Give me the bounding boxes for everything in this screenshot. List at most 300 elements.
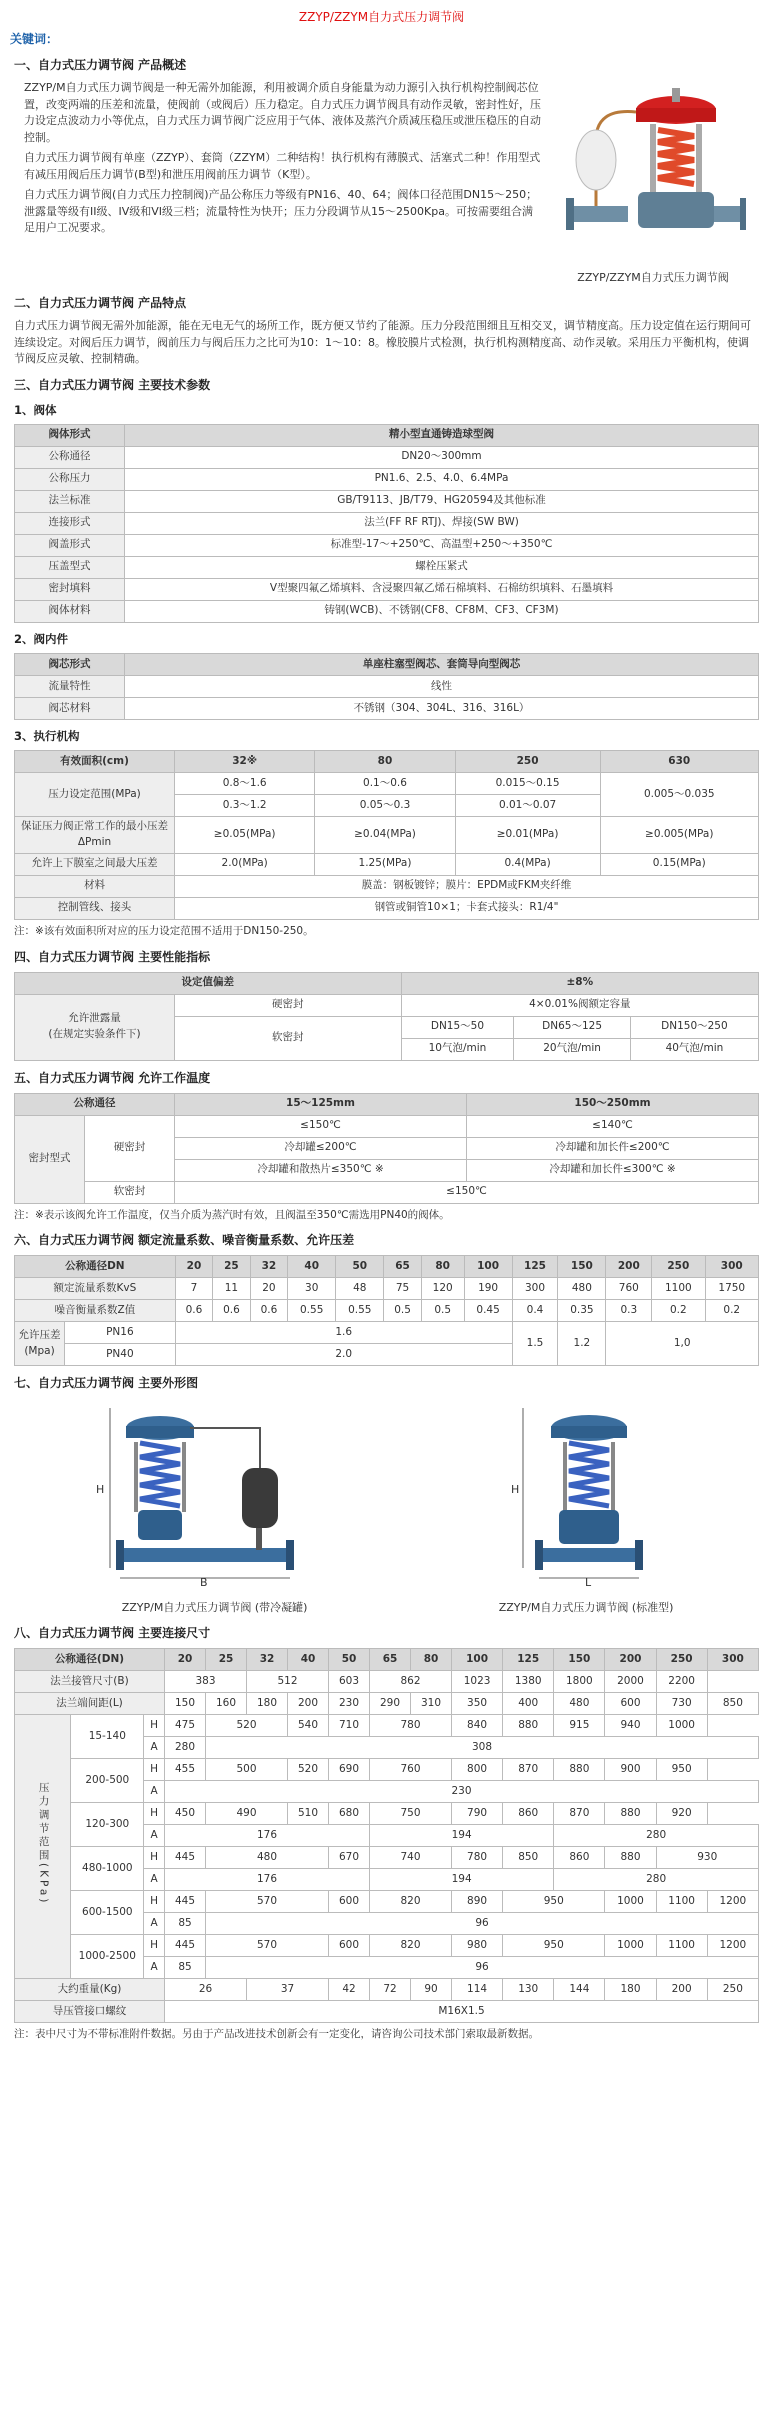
act-cell: ≥0.005(MPa): [600, 817, 758, 854]
table-cell: 300: [707, 1649, 758, 1671]
table-cell: 25: [213, 1256, 250, 1278]
drawing-caption-1: ZZYP/M自力式压力调节阀 (带冷凝罐): [121, 1600, 308, 1614]
dim-cell: 870: [503, 1759, 554, 1781]
dim-a: A: [144, 1869, 165, 1891]
dim-cell: 780: [370, 1715, 452, 1737]
temp-h: 公称通径: [15, 1093, 175, 1115]
act-cell: 0.01～0.07: [455, 795, 600, 817]
table-cell: 300: [512, 1278, 558, 1300]
act-cell: 0.005～0.035: [600, 773, 758, 817]
dim-cell: 280: [554, 1869, 759, 1891]
dim-cell: 1023: [452, 1671, 503, 1693]
table-cell: 0.6: [175, 1300, 212, 1322]
sec8-title: 八、自力式压力调节阀 主要连接尺寸: [14, 1626, 211, 1641]
act-cell: 0.8～1.6: [175, 773, 315, 795]
dim-h: H: [144, 1847, 165, 1869]
table-cell: 230: [329, 1693, 370, 1715]
dim-cell: 750: [370, 1803, 452, 1825]
body-label: 连接形式: [15, 512, 125, 534]
sec7-title: 七、自力式压力调节阀 主要外形图: [14, 1376, 199, 1391]
table-cell: 20: [165, 1649, 206, 1671]
dim-cell: 603: [329, 1671, 370, 1693]
table-cell: 80: [421, 1256, 464, 1278]
table-cell: 0.2: [705, 1300, 758, 1322]
table-cell: 0.2: [652, 1300, 705, 1322]
act-cell: ≥0.05(MPa): [175, 817, 315, 854]
body-value: PN1.6、2.5、4.0、6.4MPa: [125, 468, 759, 490]
dim-cell: 880: [605, 1847, 656, 1869]
table-cell: 50: [329, 1649, 370, 1671]
dim-range-label: 压力调节范围(KPa): [15, 1715, 71, 1979]
temp-cell: ≤140℃: [467, 1115, 759, 1137]
dim-cell: 680: [329, 1803, 370, 1825]
body-value: 标准型-17～+250℃、高温型+250～+350℃: [125, 534, 759, 556]
dim-cell: 383: [165, 1671, 247, 1693]
dim-cell: 920: [656, 1803, 707, 1825]
dim-cell: 1000: [656, 1715, 707, 1737]
dim-cell: 90: [411, 1979, 452, 2001]
act-r2-label: 保证压力阀正常工作的最小压差ΔPmin: [15, 817, 175, 854]
act-cell: 1.25(MPa): [315, 853, 455, 875]
sec8-note: 注：表中尺寸为不带标准附件数据。另由于产品改进技术创新会有一定变化，请咨询公司技术部门索取最新数据。: [14, 2028, 539, 2041]
act-h: 有效面积(cm): [15, 751, 175, 773]
internal-h-value: 单座柱塞型阀芯、套筒导向型阀芯: [125, 654, 759, 676]
sec3-sub2: 2、阀内件: [14, 631, 69, 646]
dim-cell: 194: [370, 1869, 554, 1891]
dim-a: A: [144, 1781, 165, 1803]
actuator-table: [14, 750, 759, 920]
table-cell: 0.4: [512, 1300, 558, 1322]
act-cell: 0.3～1.2: [175, 795, 315, 817]
dim-cell: 500: [206, 1759, 288, 1781]
sec1-p2: 自力式压力调节阀有单座（ZZYP）、套筒（ZZYM）二种结构！执行机构有薄膜式、活塞式二种！作用型式有减压用阀后压力调节(B型)和泄压用阀前压力调节（K型）。: [24, 151, 541, 181]
internal-label: 阀芯材料: [15, 698, 125, 720]
act-h: 32※: [175, 751, 315, 773]
table-cell: 100: [464, 1256, 512, 1278]
act-h: 80: [315, 751, 455, 773]
act-cell: ≥0.01(MPa): [455, 817, 600, 854]
body-value: V型聚四氟乙烯填料、含浸聚四氟乙烯石棉填料、石棉纺织填料、石墨填料: [125, 578, 759, 600]
dim-b-label-cell: 法兰接管尺寸(B): [15, 1671, 165, 1693]
dim-cell: 862: [370, 1671, 452, 1693]
drawing-standard: [499, 1398, 674, 1616]
dim-cell: 308: [206, 1737, 759, 1759]
dim-cell: M16X1.5: [165, 2001, 759, 2023]
dim-cell: 475: [165, 1715, 206, 1737]
dim-cell: 760: [370, 1759, 452, 1781]
table-cell: 0.55: [288, 1300, 336, 1322]
body-value: 法兰(FF RF RTJ)、焊接(SW BW): [125, 512, 759, 534]
dim-cell: 850: [503, 1847, 554, 1869]
keywords-label: 关键词：: [10, 32, 59, 46]
table-cell: 200: [288, 1693, 329, 1715]
temp-cell: 冷却罐≤200℃: [175, 1137, 467, 1159]
table-cell: 160: [206, 1693, 247, 1715]
temp-soft: 软密封: [85, 1181, 175, 1203]
act-r4-label: 材料: [15, 875, 175, 897]
table-cell: 200: [606, 1256, 652, 1278]
table-cell: 40: [288, 1256, 336, 1278]
dim-cell: 455: [165, 1759, 206, 1781]
table-cell: 600: [605, 1693, 656, 1715]
dim-h-label-2: H: [511, 1483, 520, 1497]
drawing-caption-2: ZZYP/M自力式压力调节阀 (标准型): [498, 1600, 674, 1614]
sec4-title: 四、自力式压力调节阀 主要性能指标: [14, 949, 211, 964]
table-cell: 300: [705, 1256, 758, 1278]
dimension-table: [14, 1648, 759, 2023]
sec3-sub3: 3、执行机构: [14, 729, 80, 743]
table-cell: 180: [247, 1693, 288, 1715]
act-h: 630: [600, 751, 758, 773]
perf-cell: DN65～125: [514, 1016, 631, 1038]
body-label: 密封填料: [15, 578, 125, 600]
dim-cell: 860: [503, 1803, 554, 1825]
dim-cell: 130: [503, 1979, 554, 2001]
act-r1-label: 压力设定范围(MPa): [15, 773, 175, 817]
dim-cell: 176: [165, 1869, 370, 1891]
table-cell: 11: [213, 1278, 250, 1300]
body-value: DN20～300mm: [125, 446, 759, 468]
dim-cell: 900: [605, 1759, 656, 1781]
table-cell: 290: [370, 1693, 411, 1715]
table-cell: 1100: [652, 1278, 705, 1300]
perf-cell: 20气泡/min: [514, 1038, 631, 1060]
perf-cell: DN15～50: [401, 1016, 514, 1038]
temp-h: 150～250mm: [467, 1093, 759, 1115]
dim-cell: 96: [206, 1957, 759, 1979]
table-cell: 480: [558, 1278, 606, 1300]
sec5-title: 五、自力式压力调节阀 允许工作温度: [14, 1070, 211, 1085]
dim-cell: 880: [605, 1803, 656, 1825]
flow-v125: 1.5: [512, 1322, 558, 1366]
temperature-table: [14, 1093, 759, 1204]
dim-cell: 1000: [605, 1935, 656, 1957]
table-cell: 100: [452, 1649, 503, 1671]
table-cell: 250: [652, 1256, 705, 1278]
body-label: 公称压力: [15, 468, 125, 490]
table-cell: 20: [250, 1278, 287, 1300]
dim-b-label: B: [199, 1576, 208, 1589]
table-cell: 350: [452, 1693, 503, 1715]
dim-cell: 85: [165, 1913, 206, 1935]
dim-l-label: L: [585, 1576, 592, 1589]
table-cell: 0.5: [421, 1300, 464, 1322]
dim-cell: 520: [288, 1759, 329, 1781]
sec1-intro: [10, 80, 753, 286]
body-label: 阀体材料: [15, 600, 125, 622]
dim-cell: 670: [329, 1847, 370, 1869]
dim-h: H: [144, 1803, 165, 1825]
table-cell: 190: [464, 1278, 512, 1300]
dim-cell: 1200: [707, 1891, 758, 1913]
table-cell: 250: [656, 1649, 707, 1671]
table-cell: 125: [512, 1256, 558, 1278]
body-table: [14, 424, 759, 623]
dim-cell: 820: [370, 1935, 452, 1957]
dim-cell: 930: [656, 1847, 758, 1869]
dim-cell: 280: [554, 1825, 759, 1847]
dim-cell: 176: [165, 1825, 370, 1847]
table-cell: 0.55: [336, 1300, 384, 1322]
outline-drawings: [10, 1398, 753, 1616]
dim-cell: 510: [288, 1803, 329, 1825]
dim-conn-label: 导压管接口螺纹: [15, 2001, 165, 2023]
perf-hard-value: 4×0.01%阀额定容量: [401, 994, 758, 1016]
dim-cell: 710: [329, 1715, 370, 1737]
dim-cell: 690: [329, 1759, 370, 1781]
dim-h: H: [144, 1891, 165, 1913]
dim-a: A: [144, 1957, 165, 1979]
valve-photo-image: [558, 80, 748, 260]
sec3-title: 三、自力式压力调节阀 主要技术参数: [14, 377, 211, 392]
internal-value: 不锈钢（304、304L、316、316L）: [125, 698, 759, 720]
dim-cell: 800: [452, 1759, 503, 1781]
dim-cell: 940: [605, 1715, 656, 1737]
dim-cell: 570: [206, 1891, 329, 1913]
body-label: 公称通径: [15, 446, 125, 468]
sec3-sub1: 1、阀体: [14, 402, 57, 417]
dim-wt-label: 大约重量(Kg): [15, 1979, 165, 2001]
table-cell: 150: [558, 1256, 606, 1278]
table-cell: 30: [288, 1278, 336, 1300]
page-title: ZZYP/ZZYM自力式压力调节阀: [298, 10, 465, 24]
dim-cell: 980: [452, 1935, 503, 1957]
dim-cell: 445: [165, 1891, 206, 1913]
perf-leak-label: 允许泄露量 (在规定实验条件下): [15, 994, 175, 1060]
temp-cell: 冷却罐和散热片≤350℃ ※: [175, 1159, 467, 1181]
body-label: 阀盖形式: [15, 534, 125, 556]
flow-table: [14, 1255, 759, 1366]
table-cell: 80: [411, 1649, 452, 1671]
dim-cell: 200: [656, 1979, 707, 2001]
drawing-condenser-svg: [90, 1398, 340, 1588]
table-cell: 760: [606, 1278, 652, 1300]
sec1-text: [10, 80, 543, 286]
temp-cell: 冷却罐和加长件≤300℃ ※: [467, 1159, 759, 1181]
dim-cell: 114: [452, 1979, 503, 2001]
table-cell: 310: [411, 1693, 452, 1715]
sec5-note: 注：※表示该阀允许工作温度，仅当介质为蒸汽时有效，且阀温至350℃需选用PN40的阀体。: [14, 1208, 450, 1221]
dim-cell: 450: [165, 1803, 206, 1825]
flow-v150: 1.2: [558, 1322, 606, 1366]
internal-value: 线性: [125, 676, 759, 698]
dim-cell: 1380: [503, 1671, 554, 1693]
table-cell: 200: [605, 1649, 656, 1671]
temp-cell: 冷却罐和加长件≤200℃: [467, 1137, 759, 1159]
table-cell: 65: [384, 1256, 421, 1278]
body-h-value: 精小型直通铸造球型阀: [125, 424, 759, 446]
body-h-label: 阀体形式: [15, 424, 125, 446]
dim-dn-label: 公称通径(DN): [15, 1649, 165, 1671]
table-cell: 0.6: [213, 1300, 250, 1322]
dim-cell: 880: [554, 1759, 605, 1781]
perf-soft: 软密封: [175, 1016, 402, 1060]
dim-cell: 1100: [656, 1935, 707, 1957]
dim-h: H: [144, 1759, 165, 1781]
body-label: 法兰标准: [15, 490, 125, 512]
flow-pn40: PN40: [65, 1344, 176, 1366]
temp-seal-label: 密封型式: [15, 1115, 85, 1203]
flow-v40: 2.0: [175, 1344, 512, 1366]
table-cell: 50: [336, 1256, 384, 1278]
dim-cell: 250: [707, 1979, 758, 2001]
table-cell: 0.3: [606, 1300, 652, 1322]
internal-table: [14, 653, 759, 720]
dim-cell: 2200: [656, 1671, 707, 1693]
perf-hard: 硬密封: [175, 994, 402, 1016]
dim-cell: 890: [452, 1891, 503, 1913]
dim-cell: 490: [206, 1803, 288, 1825]
table-cell: 48: [336, 1278, 384, 1300]
sec3-note: 注：※该有效面积所对应的压力设定范围不适用于DN150-250。: [14, 924, 314, 937]
perf-h1: 设定值偏差: [15, 972, 402, 994]
dim-h-label: H: [95, 1483, 104, 1497]
sec2-title: 二、自力式压力调节阀 产品特点: [14, 296, 187, 310]
body-value: 螺栓压紧式: [125, 556, 759, 578]
dim-cell: 780: [452, 1847, 503, 1869]
temp-cell: ≤150℃: [175, 1115, 467, 1137]
dim-cell: 37: [247, 1979, 329, 2001]
dim-cell: 790: [452, 1803, 503, 1825]
body-label: 压盖型式: [15, 556, 125, 578]
flow-v200: 1,0: [606, 1322, 759, 1366]
dim-cell: 570: [206, 1935, 329, 1957]
perf-h2: ±8%: [401, 972, 758, 994]
dim-cell: 820: [370, 1891, 452, 1913]
dim-cell: 950: [503, 1935, 605, 1957]
table-cell: 32: [247, 1649, 288, 1671]
table-cell: 850: [707, 1693, 758, 1715]
dim-a: A: [144, 1825, 165, 1847]
valve-photo: [553, 80, 753, 286]
dim-cell: 915: [554, 1715, 605, 1737]
table-cell: 7: [175, 1278, 212, 1300]
dim-group: 600-1500: [71, 1891, 144, 1935]
dim-cell: 180: [605, 1979, 656, 2001]
dim-cell: 144: [554, 1979, 605, 2001]
table-cell: 400: [503, 1693, 554, 1715]
table-cell: 125: [503, 1649, 554, 1671]
flow-dn-label: 公称通径DN: [15, 1256, 176, 1278]
table-cell: 0.6: [250, 1300, 287, 1322]
dim-a: A: [144, 1737, 165, 1759]
dim-h: H: [144, 1935, 165, 1957]
table-cell: 1750: [705, 1278, 758, 1300]
dim-group: 200-500: [71, 1759, 144, 1803]
dim-cell: 42: [329, 1979, 370, 2001]
body-value: GB/T9113、JB/T79、HG20594及其他标准: [125, 490, 759, 512]
dim-group: 120-300: [71, 1803, 144, 1847]
act-cell: 膜盖：钢板镀锌；膜片：EPDM或FKM夹纤维: [175, 875, 759, 897]
dim-cell: 194: [370, 1825, 554, 1847]
table-cell: 150: [165, 1693, 206, 1715]
dim-cell: 280: [165, 1737, 206, 1759]
sec1-p1: ZZYP/M自力式压力调节阀是一种无需外加能源，利用被调介质自身能量为动力源引入执行机构控制阀芯位置，改变两端的压差和流量，使阀前（或阀后）压力稳定。自力式压力调节阀具有动作灵敏，密封性好，压力设定点波动力小等优点，自力式压力调节阀广泛应用于气体、液体及蒸汽介质减压稳压或泄压稳压的自动控制。: [24, 81, 541, 144]
dim-cell: 840: [452, 1715, 503, 1737]
sec2-p1: 自力式压力调节阀无需外加能源，能在无电无气的场所工作，既方便又节约了能源。压力分段范围细且互相交叉，调节精度高。压力设定值在运行期间可连续设定。对阀后压力调节，阀前压力与阀后压力之比可为10：1～10：8。橡胶膜片式检测，执行机构测精度高、动作灵敏。采用压力平衡机构，使调节阀反应灵敏、控制精确。: [14, 319, 751, 365]
perf-cell: 10气泡/min: [401, 1038, 514, 1060]
drawing-with-condenser: [90, 1398, 340, 1616]
dim-cell: 950: [503, 1891, 605, 1913]
dim-cell: 1800: [554, 1671, 605, 1693]
dim-group: 480-1000: [71, 1847, 144, 1891]
sec1-title: 一、自力式压力调节阀 产品概述: [14, 58, 187, 72]
dim-cell: 85: [165, 1957, 206, 1979]
act-cell: 0.1～0.6: [315, 773, 455, 795]
performance-table: [14, 972, 759, 1061]
dim-cell: 445: [165, 1935, 206, 1957]
body-value: 铸钢(WCB)、不锈钢(CF8、CF8M、CF3、CF3M): [125, 600, 759, 622]
dim-cell: 860: [554, 1847, 605, 1869]
table-cell: 0.35: [558, 1300, 606, 1322]
dim-cell: 26: [165, 1979, 247, 2001]
dim-cell: 2000: [605, 1671, 656, 1693]
table-cell: 0.5: [384, 1300, 421, 1322]
table-cell: 20: [175, 1256, 212, 1278]
dim-cell: 600: [329, 1891, 370, 1913]
dim-cell: 1200: [707, 1935, 758, 1957]
table-cell: 25: [206, 1649, 247, 1671]
dim-cell: 880: [503, 1715, 554, 1737]
act-cell: ≥0.04(MPa): [315, 817, 455, 854]
table-cell: 40: [288, 1649, 329, 1671]
dim-cell: 1000: [605, 1891, 656, 1913]
internal-label: 流量特性: [15, 676, 125, 698]
act-r3-label: 允许上下膜室之间最大压差: [15, 853, 175, 875]
dim-cell: 480: [206, 1847, 329, 1869]
table-cell: 32: [250, 1256, 287, 1278]
dim-cell: 740: [370, 1847, 452, 1869]
dim-cell: 230: [165, 1781, 759, 1803]
sec1-p3: 自力式压力调节阀(自力式压力控制阀)产品公称压力等级有PN16、40、64；阀体口径范围DN15～250；泄露量等级有II级、IV级和VI级三档；流量特性为快开；压力分段调节从15～2500Kpa。可按需要组合满足用户工况要求。: [24, 188, 538, 234]
temp-h: 15～125mm: [175, 1093, 467, 1115]
temp-cell: ≤150℃: [175, 1181, 759, 1203]
dim-cell: 445: [165, 1847, 206, 1869]
flow-z-label: 噪音衡量系数Z值: [15, 1300, 176, 1322]
dim-cell: 600: [329, 1935, 370, 1957]
table-cell: 480: [554, 1693, 605, 1715]
sec6-title: 六、自力式压力调节阀 额定流量系数、噪音衡量系数、允许压差: [14, 1233, 355, 1248]
table-cell: 65: [370, 1649, 411, 1671]
flow-v16: 1.6: [175, 1322, 512, 1344]
drawing-standard-svg: [511, 1398, 661, 1588]
act-cell: 0.15(MPa): [600, 853, 758, 875]
dim-cell: 72: [370, 1979, 411, 2001]
act-cell: 0.4(MPa): [455, 853, 600, 875]
dim-cell: 520: [206, 1715, 288, 1737]
act-cell: 0.05～0.3: [315, 795, 455, 817]
flow-pn16: PN16: [65, 1322, 176, 1344]
dim-group: 1000-2500: [71, 1935, 144, 1979]
dim-cell: 870: [554, 1803, 605, 1825]
dim-l-label-cell: 法兰端间距(L): [15, 1693, 165, 1715]
temp-hard: 硬密封: [85, 1115, 175, 1181]
flow-kv-label: 额定流量系数KvS: [15, 1278, 176, 1300]
table-cell: 75: [384, 1278, 421, 1300]
dim-cell: 540: [288, 1715, 329, 1737]
dim-group: 15-140: [71, 1715, 144, 1759]
dim-cell: 950: [656, 1759, 707, 1781]
act-cell: 0.015～0.15: [455, 773, 600, 795]
internal-h-label: 阀芯形式: [15, 654, 125, 676]
dim-cell: 96: [206, 1913, 759, 1935]
dim-cell: 1100: [656, 1891, 707, 1913]
dim-a: A: [144, 1913, 165, 1935]
act-h: 250: [455, 751, 600, 773]
act-cell: 2.0(MPa): [175, 853, 315, 875]
perf-cell: 40气泡/min: [630, 1038, 758, 1060]
act-cell: 钢管或铜管10×1；卡套式接头：R1/4": [175, 897, 759, 919]
